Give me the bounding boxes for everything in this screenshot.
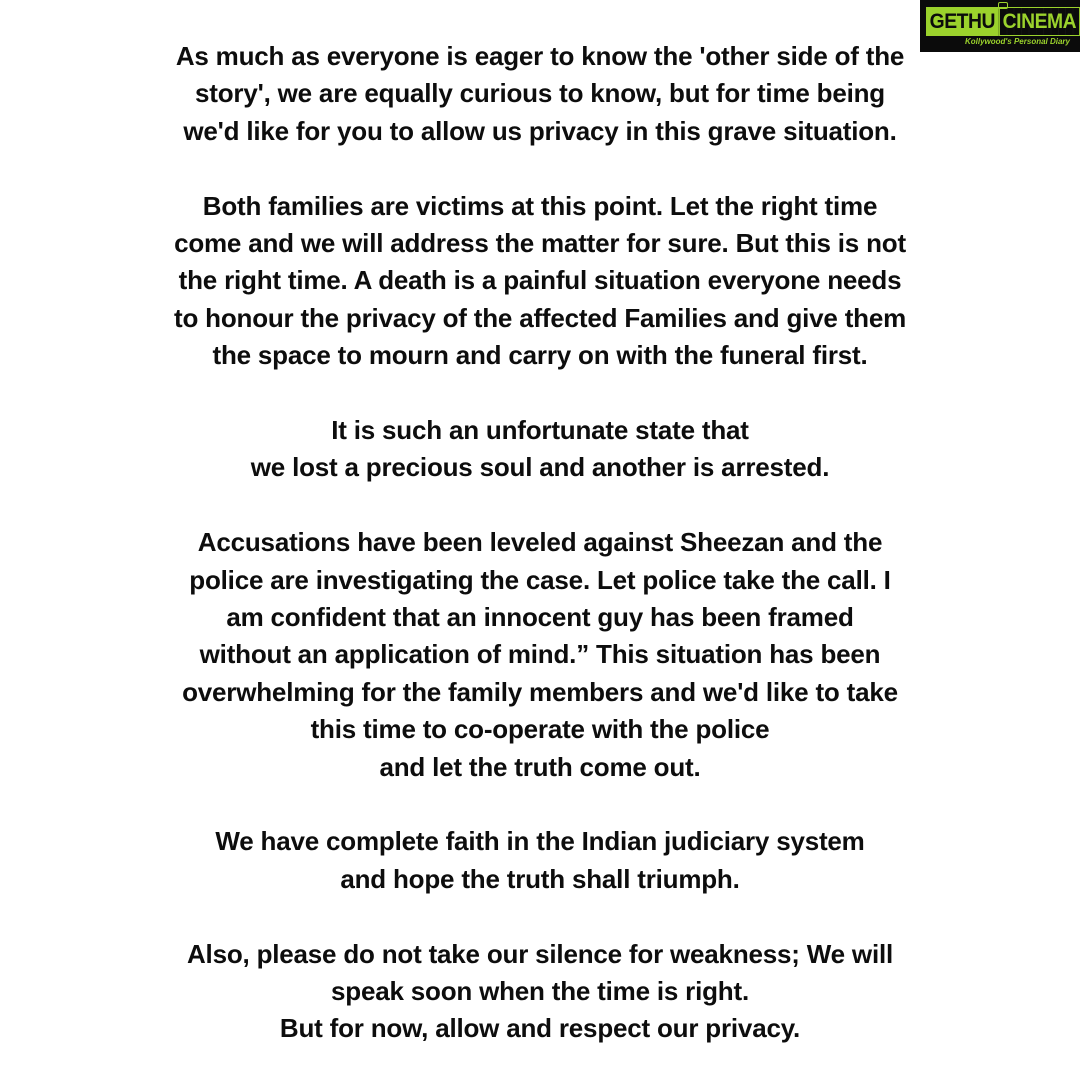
text-line: and let the truth come out. <box>379 751 701 782</box>
statement-text <box>60 38 1020 1048</box>
text-line: story', we are equally curious to know, but for time being <box>195 78 885 109</box>
text-line: We have complete faith in the Indian judiciary system <box>215 826 865 857</box>
text-line: Both families are victims at this point. Let the right time <box>202 190 878 221</box>
paragraph-both-families <box>60 188 1020 375</box>
text-line: come and we will address the matter for sure. But this is not <box>174 228 906 259</box>
text-line: we'd like for you to allow us privacy in this grave situation. <box>183 115 897 146</box>
text-line: Also, please do not take our silence for weakness; We will <box>186 938 894 969</box>
text-line: Accusations have been leveled against Sheezan and the <box>197 527 883 558</box>
text-line: we lost a precious soul and another is arrested. <box>250 452 830 483</box>
text-line: this time to co-operate with the police <box>310 714 770 745</box>
paragraph-accusations <box>60 524 1020 786</box>
text-line: without an application of mind.” This situation has been <box>199 639 881 670</box>
text-line: the right time. A death is a painful situation everyone needs <box>178 265 902 296</box>
paragraph-unfortunate-state <box>60 412 1020 487</box>
text-line: police are investigating the case. Let police take the call. I <box>189 564 891 595</box>
text-line: But for now, allow and respect our privacy. <box>279 1013 801 1044</box>
logo-wordmark <box>926 6 1077 36</box>
paragraph-judiciary-faith <box>60 823 1020 898</box>
logo-brand-part1: GETHU <box>926 7 999 36</box>
text-line: and hope the truth shall triumph. <box>340 863 740 894</box>
text-line: speak soon when the time is right. <box>331 976 749 1007</box>
text-line: It is such an unfortunate state that <box>331 415 749 446</box>
paragraph-silence-not-weakness <box>60 936 1020 1048</box>
logo-brand-part2: CINEMA <box>999 7 1080 36</box>
text-line: As much as everyone is eager to know the 'other side of the <box>175 41 905 71</box>
text-line: overwhelming for the family members and we'd like to take <box>182 676 898 707</box>
text-line: the space to mourn and carry on with the funeral first. <box>212 340 868 371</box>
camera-icon <box>998 2 1008 9</box>
paragraph-privacy-request <box>60 38 1020 150</box>
text-line: am confident that an innocent guy has been framed <box>226 602 854 633</box>
text-line: to honour the privacy of the affected Families and give them <box>173 302 907 333</box>
logo-tagline: Kollywood's Personal Diary <box>964 37 1070 46</box>
